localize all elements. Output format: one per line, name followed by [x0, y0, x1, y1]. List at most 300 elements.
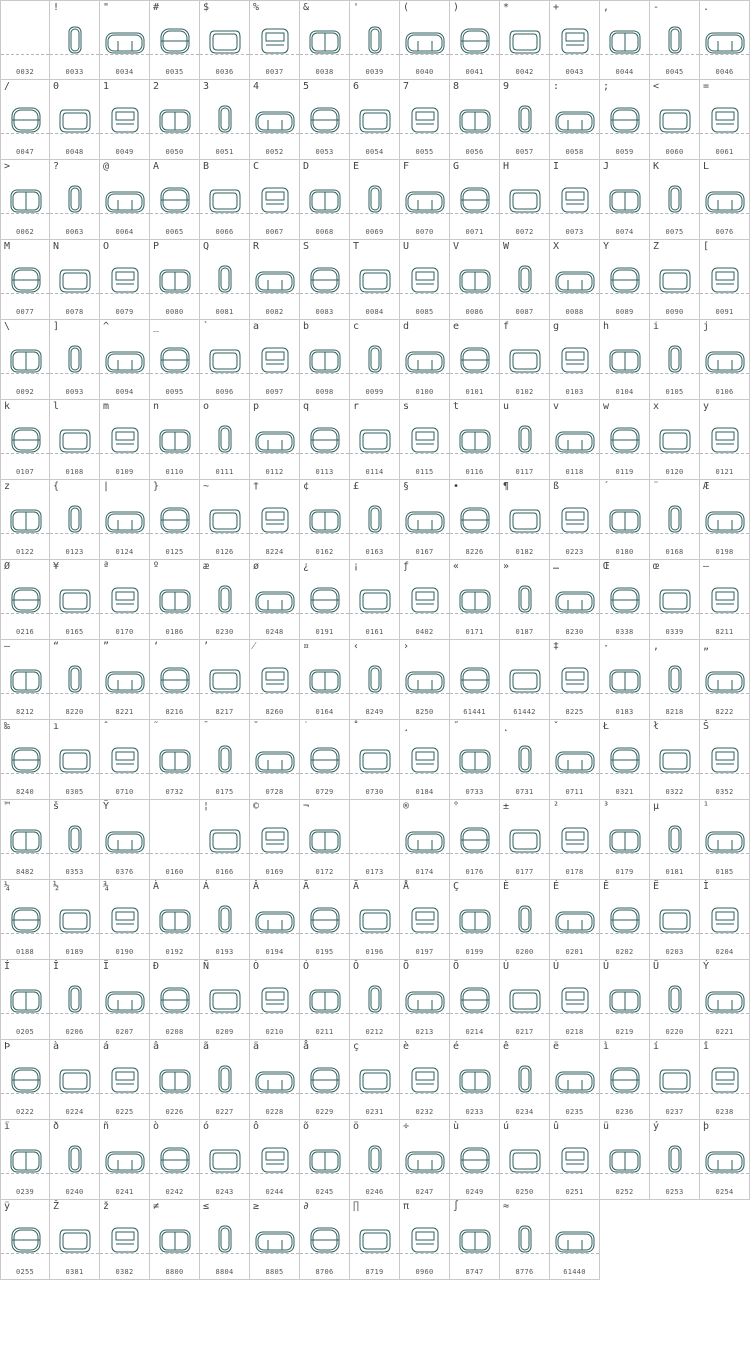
glyph-char-label: U	[403, 241, 410, 252]
glyph-cell	[600, 560, 650, 640]
glyph-sample	[302, 976, 348, 1020]
glyph-cell	[700, 240, 750, 320]
glyph-code-label: 0120	[665, 468, 684, 476]
glyph-code-label: 8216	[165, 708, 184, 716]
glyph-sample	[602, 496, 648, 540]
glyph-preview	[52, 816, 98, 860]
glyph-preview	[202, 656, 248, 700]
glyph-preview	[102, 496, 148, 540]
glyph-char-label: 5	[303, 81, 310, 92]
glyph-preview	[502, 576, 548, 620]
glyph-char-label: B	[203, 161, 210, 172]
glyph-preview	[452, 176, 498, 220]
glyph-code-label: 0045	[665, 68, 684, 76]
glyph-cell	[650, 1040, 700, 1120]
glyph-char-label: h	[603, 321, 610, 332]
glyph-cell	[600, 960, 650, 1040]
glyph-char-label: ™	[4, 801, 11, 812]
glyph-code-label: 8225	[565, 708, 584, 716]
glyph-sample	[302, 816, 348, 860]
glyph-code-label: 0066	[215, 228, 234, 236]
glyph-cell	[450, 240, 500, 320]
glyph-preview	[3, 1216, 49, 1260]
glyph-sample	[102, 1136, 148, 1180]
glyph-sample	[552, 416, 598, 460]
glyph-cell	[0, 1200, 50, 1280]
glyph-char-label: =	[703, 81, 710, 92]
glyph-cell	[400, 640, 450, 720]
glyph-cell	[250, 640, 300, 720]
glyph-code-label: 0732	[165, 788, 184, 796]
glyph-char-label: {	[53, 481, 60, 492]
glyph-cell	[0, 800, 50, 880]
glyph-preview	[52, 96, 98, 140]
glyph-sample	[652, 176, 698, 220]
glyph-sample	[602, 1056, 648, 1100]
glyph-preview	[402, 416, 448, 460]
glyph-cell	[350, 720, 400, 800]
glyph-char-label: Q	[203, 241, 210, 252]
glyph-code-label: 0194	[265, 948, 284, 956]
glyph-preview	[52, 496, 98, 540]
glyph-code-label: 0057	[515, 148, 534, 156]
glyph-preview	[452, 1056, 498, 1100]
glyph-code-label: 61441	[463, 708, 486, 716]
glyph-preview	[3, 416, 49, 460]
glyph-cell	[700, 400, 750, 480]
glyph-code-label: 0202	[615, 948, 634, 956]
glyph-preview	[202, 1216, 248, 1260]
glyph-cell	[550, 880, 600, 960]
glyph-preview	[52, 976, 98, 1020]
glyph-preview	[3, 656, 49, 700]
glyph-char-label: õ	[303, 1121, 310, 1132]
glyph-code-label: 0070	[415, 228, 434, 236]
glyph-sample	[152, 576, 198, 620]
glyph-sample	[552, 816, 598, 860]
glyph-preview	[502, 176, 548, 220]
glyph-cell	[600, 800, 650, 880]
glyph-preview	[52, 176, 98, 220]
glyph-code-label: 8222	[715, 708, 734, 716]
glyph-cell	[50, 1120, 100, 1200]
glyph-char-label: û	[553, 1121, 560, 1132]
glyph-char-label: ·	[603, 641, 610, 652]
glyph-cell	[100, 560, 150, 640]
glyph-sample	[552, 496, 598, 540]
glyph-cell	[0, 320, 50, 400]
glyph-sample	[452, 256, 498, 300]
glyph-char-label: ˜	[153, 721, 160, 732]
glyph-cell	[500, 80, 550, 160]
glyph-char-label: …	[553, 561, 560, 572]
glyph-preview	[452, 1216, 498, 1260]
glyph-preview	[152, 1056, 198, 1100]
glyph-sample	[352, 17, 398, 61]
glyph-sample	[202, 656, 248, 700]
glyph-code-label: 0179	[615, 868, 634, 876]
glyph-cell	[0, 960, 50, 1040]
glyph-preview	[3, 496, 49, 540]
glyph-code-label: 0117	[515, 468, 534, 476]
glyph-sample	[3, 656, 49, 700]
glyph-cell	[650, 1120, 700, 1200]
glyph-code-label: 0252	[615, 1188, 634, 1196]
glyph-char-label: ¦	[203, 801, 210, 812]
glyph-char-label: <	[653, 81, 660, 92]
glyph-code-label: 0077	[15, 308, 35, 316]
glyph-code-label: 0090	[665, 308, 684, 316]
glyph-code-label: 0051	[215, 148, 234, 156]
glyph-preview	[402, 736, 448, 780]
glyph-sample	[452, 176, 498, 220]
glyph-cell	[150, 240, 200, 320]
glyph-code-label: 0188	[15, 948, 35, 956]
glyph-preview	[552, 96, 598, 140]
glyph-sample	[52, 1216, 98, 1260]
glyph-code-label: 0186	[165, 628, 184, 636]
glyph-char-label: ¤	[303, 641, 310, 652]
glyph-char-label: Ë	[653, 881, 660, 892]
glyph-cell	[450, 400, 500, 480]
glyph-sample	[302, 17, 348, 61]
glyph-preview	[452, 1136, 498, 1180]
glyph-sample	[552, 1216, 598, 1260]
glyph-char-label: æ	[203, 561, 210, 572]
glyph-cell	[650, 160, 700, 240]
glyph-preview	[102, 96, 148, 140]
glyph-cell	[500, 160, 550, 240]
glyph-preview	[202, 576, 248, 620]
glyph-preview	[702, 656, 748, 700]
glyph-char-label: š	[53, 801, 60, 812]
glyph-preview	[552, 576, 598, 620]
glyph-cell	[250, 1120, 300, 1200]
glyph-char-label: \	[4, 321, 11, 332]
glyph-char-label: Õ	[403, 961, 410, 972]
glyph-char-label: Ä	[353, 881, 360, 892]
glyph-code-label: 0710	[115, 788, 134, 796]
glyph-code-label: 0115	[415, 468, 434, 476]
glyph-cell	[250, 960, 300, 1040]
glyph-preview	[602, 336, 648, 380]
glyph-code-label: 0034	[115, 68, 134, 76]
glyph-code-label: 0035	[165, 68, 184, 76]
glyph-code-label: 0044	[615, 68, 634, 76]
glyph-char-label: $	[203, 2, 210, 13]
glyph-char-label: Ï	[103, 961, 110, 972]
glyph-cell	[250, 0, 300, 80]
glyph-cell	[400, 320, 450, 400]
glyph-char-label: J	[603, 161, 610, 172]
glyph-cell	[250, 320, 300, 400]
glyph-preview	[652, 976, 698, 1020]
glyph-code-label: 8240	[15, 788, 35, 796]
glyph-preview	[652, 176, 698, 220]
glyph-preview	[352, 576, 398, 620]
glyph-char-label: í	[653, 1041, 660, 1052]
glyph-code-label: 0185	[715, 868, 734, 876]
glyph-code-label: 0094	[115, 388, 134, 396]
glyph-preview	[152, 496, 198, 540]
glyph-preview	[602, 496, 648, 540]
glyph-preview	[352, 17, 398, 61]
glyph-char-label: "	[103, 2, 110, 13]
glyph-sample	[252, 256, 298, 300]
glyph-char-label: ã	[203, 1041, 210, 1052]
glyph-cell	[0, 160, 50, 240]
glyph-preview	[402, 1056, 448, 1100]
glyph-char-label: I	[553, 161, 560, 172]
glyph-code-label: 0053	[315, 148, 334, 156]
glyph-cell	[0, 640, 50, 720]
glyph-char-label: s	[403, 401, 410, 412]
glyph-char-label: P	[153, 241, 160, 252]
glyph-sample	[402, 496, 448, 540]
glyph-sample	[702, 17, 748, 61]
glyph-cell	[650, 80, 700, 160]
glyph-code-label: 8805	[265, 1268, 284, 1276]
glyph-sample	[502, 896, 548, 940]
glyph-preview	[652, 896, 698, 940]
glyph-cell	[100, 160, 150, 240]
glyph-code-label: 0125	[165, 548, 184, 556]
glyph-cell	[0, 1040, 50, 1120]
glyph-preview	[502, 17, 548, 61]
glyph-sample	[402, 736, 448, 780]
glyph-sample	[502, 1056, 548, 1100]
glyph-code-label: 0239	[15, 1188, 35, 1196]
glyph-sample	[252, 576, 298, 620]
glyph-sample	[352, 336, 398, 380]
glyph-char-label: X	[553, 241, 560, 252]
glyph-char-label: ½	[53, 881, 60, 892]
glyph-preview	[152, 816, 198, 860]
glyph-sample	[102, 496, 148, 540]
glyph-char-label: ì	[603, 1041, 610, 1052]
glyph-code-label: 0040	[415, 68, 434, 76]
glyph-code-label: 0231	[365, 1108, 384, 1116]
glyph-code-label: 0381	[65, 1268, 84, 1276]
glyph-code-label: 0039	[365, 68, 384, 76]
glyph-sample	[502, 256, 548, 300]
glyph-cell	[100, 240, 150, 320]
glyph-char-label: ü	[603, 1121, 610, 1132]
glyph-cell	[250, 1040, 300, 1120]
glyph-preview	[152, 336, 198, 380]
glyph-cell	[0, 480, 50, 560]
glyph-sample	[202, 896, 248, 940]
glyph-code-label: 0076	[715, 228, 734, 236]
glyph-sample	[502, 1216, 548, 1260]
glyph-sample	[252, 17, 298, 61]
glyph-sample	[52, 496, 98, 540]
glyph-sample	[52, 896, 98, 940]
glyph-code-label: 0175	[215, 788, 234, 796]
glyph-preview	[402, 576, 448, 620]
glyph-code-label: 8260	[265, 708, 284, 716]
glyph-char-label: Ž	[53, 1201, 60, 1212]
glyph-sample	[702, 176, 748, 220]
glyph-cell	[200, 880, 250, 960]
glyph-sample	[152, 1136, 198, 1180]
glyph-preview	[152, 896, 198, 940]
glyph-char-label: `	[203, 321, 210, 332]
glyph-cell	[300, 1120, 350, 1200]
glyph-code-label: 0061	[715, 148, 734, 156]
glyph-sample	[102, 896, 148, 940]
glyph-char-label: ‘	[153, 641, 160, 652]
glyph-code-label: 0193	[215, 948, 234, 956]
glyph-char-label: «	[453, 561, 460, 572]
glyph-char-label: -	[653, 2, 660, 13]
glyph-code-label: 0254	[715, 1188, 734, 1196]
glyph-char-label: ³	[603, 801, 610, 812]
glyph-char-label: ñ	[103, 1121, 110, 1132]
glyph-char-label: ¾	[103, 881, 110, 892]
glyph-code-label: 0224	[65, 1108, 84, 1116]
glyph-cell	[350, 560, 400, 640]
glyph-sample	[102, 416, 148, 460]
glyph-code-label: 0219	[615, 1028, 634, 1036]
glyph-char-label: .	[703, 2, 710, 13]
glyph-cell	[350, 400, 400, 480]
glyph-preview	[702, 816, 748, 860]
glyph-cell	[550, 0, 600, 80]
glyph-preview	[352, 1136, 398, 1180]
glyph-preview	[602, 576, 648, 620]
glyph-char-label: Ç	[453, 881, 460, 892]
glyph-cell	[250, 560, 300, 640]
glyph-cell	[700, 640, 750, 720]
glyph-char-label: î	[703, 1041, 710, 1052]
glyph-sample	[252, 896, 298, 940]
glyph-char-label: f	[503, 321, 510, 332]
glyph-cell	[300, 240, 350, 320]
glyph-preview	[102, 1136, 148, 1180]
glyph-cell	[200, 0, 250, 80]
glyph-preview	[452, 17, 498, 61]
glyph-char-label: “	[53, 641, 60, 652]
glyph-code-label: 0123	[65, 548, 84, 556]
glyph-char-label: à	[53, 1041, 60, 1052]
glyph-char-label: ?	[53, 161, 60, 172]
glyph-preview	[652, 576, 698, 620]
glyph-sample	[402, 576, 448, 620]
glyph-code-label: 0960	[415, 1268, 434, 1276]
glyph-char-label: Æ	[703, 481, 710, 492]
glyph-sample	[352, 256, 398, 300]
glyph-code-label: 0112	[265, 468, 284, 476]
glyph-code-label: 8776	[515, 1268, 534, 1276]
glyph-cell	[500, 1040, 550, 1120]
glyph-char-label: „	[703, 641, 710, 652]
glyph-cell	[300, 560, 350, 640]
glyph-char-label: â	[153, 1041, 160, 1052]
glyph-preview	[602, 416, 648, 460]
glyph-preview	[3, 816, 49, 860]
glyph-preview	[202, 17, 248, 61]
glyph-cell	[700, 800, 750, 880]
glyph-sample	[52, 1056, 98, 1100]
glyph-char-label: 4	[253, 81, 260, 92]
glyph-code-label: 0214	[465, 1028, 484, 1036]
glyph-cell	[350, 800, 400, 880]
glyph-cell	[300, 0, 350, 80]
glyph-code-label: 0126	[215, 548, 234, 556]
glyph-sample	[602, 96, 648, 140]
glyph-char-label: ¹	[703, 801, 710, 812]
glyph-code-label: 0079	[115, 308, 134, 316]
glyph-preview	[552, 17, 598, 61]
glyph-cell	[50, 240, 100, 320]
glyph-preview	[702, 976, 748, 1020]
glyph-cell	[0, 560, 50, 640]
glyph-cell	[450, 800, 500, 880]
glyph-preview	[452, 576, 498, 620]
glyph-code-label: 0105	[665, 388, 684, 396]
glyph-cell	[550, 160, 600, 240]
glyph-preview	[702, 736, 748, 780]
glyph-sample	[202, 176, 248, 220]
glyph-cell	[700, 560, 750, 640]
glyph-preview	[52, 1056, 98, 1100]
glyph-cell	[300, 320, 350, 400]
glyph-sample	[652, 1056, 698, 1100]
glyph-code-label: 0166	[215, 868, 234, 876]
glyph-cell	[250, 240, 300, 320]
glyph-char-label: ≠	[153, 1201, 160, 1212]
glyph-char-label: ©	[253, 801, 260, 812]
glyph-sample	[252, 736, 298, 780]
glyph-char-label: 7	[403, 81, 410, 92]
glyph-cell	[500, 1200, 550, 1280]
glyph-cell	[300, 80, 350, 160]
glyph-char-label: y	[703, 401, 710, 412]
glyph-sample	[402, 976, 448, 1020]
glyph-char-label: W	[503, 241, 510, 252]
glyph-preview	[502, 816, 548, 860]
glyph-char-label: Ð	[153, 961, 160, 972]
glyph-char-label: ‹	[353, 641, 360, 652]
glyph-cell	[200, 800, 250, 880]
glyph-char-label: 1	[103, 81, 110, 92]
glyph-preview	[352, 976, 398, 1020]
glyph-char-label: ¶	[503, 481, 510, 492]
glyph-sample	[552, 1056, 598, 1100]
glyph-sample	[702, 976, 748, 1020]
glyph-preview	[552, 416, 598, 460]
glyph-preview	[3, 976, 49, 1020]
glyph-cell	[50, 960, 100, 1040]
glyph-cell	[550, 1200, 600, 1280]
glyph-sample	[602, 736, 648, 780]
glyph-sample	[402, 816, 448, 860]
glyph-code-label: 0251	[565, 1188, 584, 1196]
glyph-code-label: 0069	[365, 228, 384, 236]
glyph-cell	[500, 240, 550, 320]
glyph-cell	[600, 1120, 650, 1200]
glyph-code-label: 0078	[65, 308, 84, 316]
glyph-preview	[602, 1136, 648, 1180]
glyph-code-label: 0114	[365, 468, 384, 476]
glyph-cell	[250, 160, 300, 240]
glyph-preview	[652, 1136, 698, 1180]
glyph-code-label: 0211	[315, 1028, 334, 1036]
glyph-char-label: _	[153, 321, 160, 332]
glyph-preview	[402, 976, 448, 1020]
glyph-preview	[302, 17, 348, 61]
